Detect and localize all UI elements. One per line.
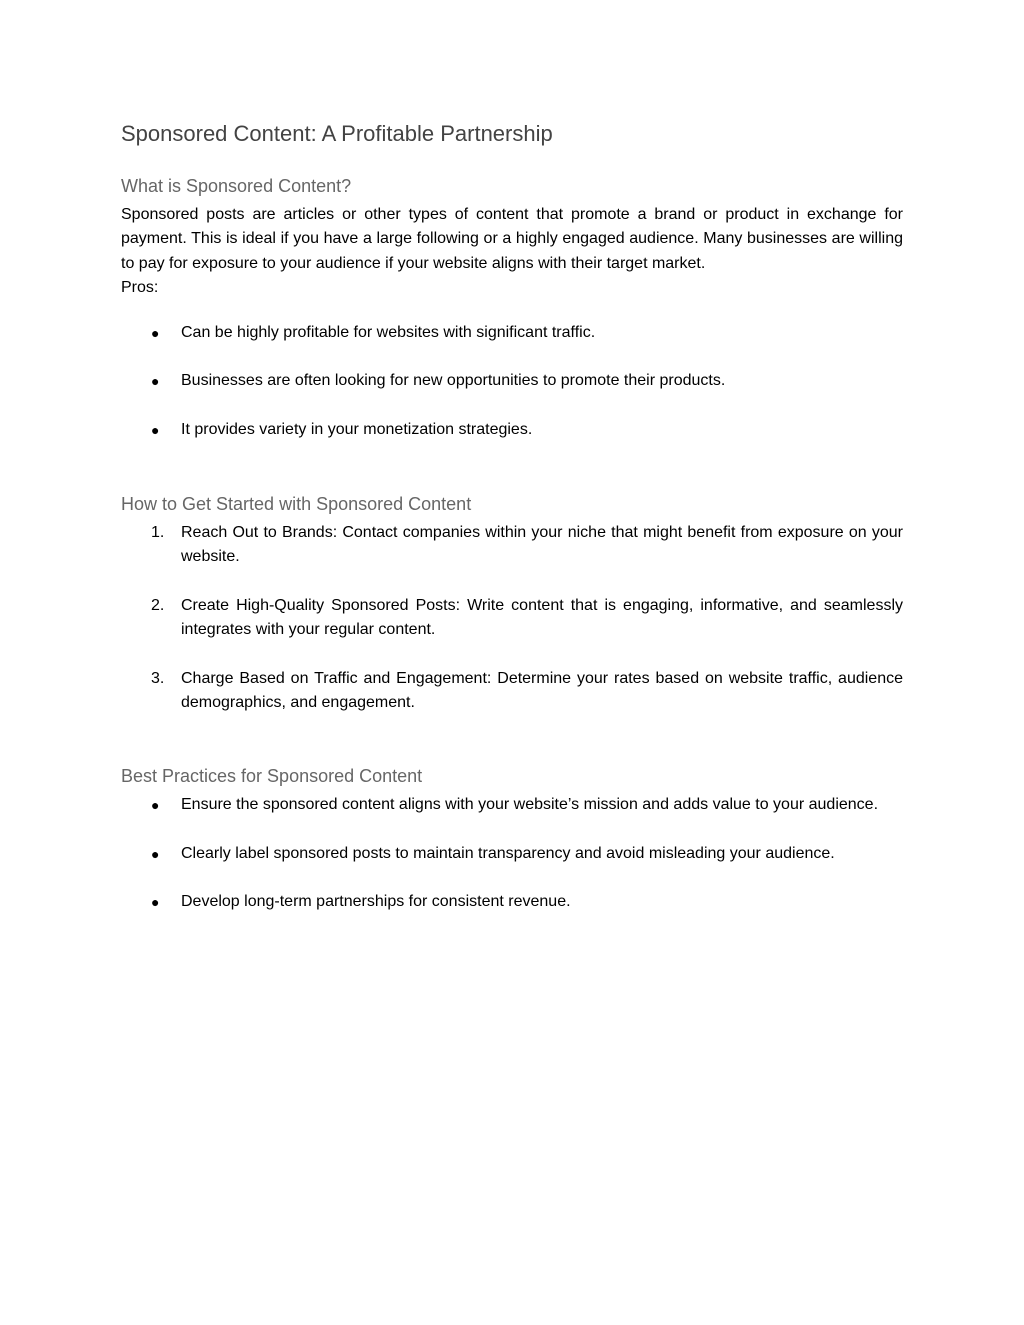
list-item-text: Businesses are often looking for new opportunities to promote their products. — [181, 372, 726, 390]
intro-paragraph: Sponsored posts are articles or other types of content that promote a brand or product in exchange for payment. This is ideal if you have a large following or a highly engaged audience. Many businesses are willing to pay for exposure to your audience if your website aligns with their target market. — [121, 206, 903, 272]
bullet-icon: ● — [151, 422, 160, 439]
list-item-text: Charge Based on Traffic and Engagement: Determine your rates based on website traffic, audience demographics, and engagement. — [181, 670, 903, 712]
list-item-text: Ensure the sponsored content aligns with your website’s mission and adds value to your audience. — [181, 795, 879, 813]
section-heading-what-is: What is Sponsored Content? — [121, 176, 352, 196]
list-item-text: Create High-Quality Sponsored Posts: Write content that is engaging, informative, and seamlessly integrates with your regular content. — [181, 596, 903, 639]
list-item — [121, 594, 903, 643]
steps-list — [121, 521, 903, 716]
list-item — [121, 667, 903, 716]
list-item — [121, 369, 903, 393]
bullet-icon: ● — [151, 796, 160, 813]
list-item — [121, 418, 903, 442]
section-heading-get-started: How to Get Started with Sponsored Content — [121, 493, 472, 514]
bullet-icon: ● — [151, 373, 160, 390]
list-item — [121, 890, 903, 914]
section-heading-best-practices: Best Practices for Sponsored Content — [121, 765, 423, 786]
bullet-icon: ● — [151, 324, 160, 341]
list-item-text: Develop long-term partnerships for consistent revenue. — [181, 893, 571, 911]
list-item-text: Clearly label sponsored posts to maintain transparency and avoid misleading your audience. — [181, 844, 835, 862]
list-item — [121, 842, 903, 866]
pros-label: Pros: — [121, 279, 159, 297]
step-number: 2. — [151, 596, 165, 614]
list-item-text: It provides variety in your monetization strategies. — [181, 421, 533, 439]
list-item-text: Can be highly profitable for websites with significant traffic. — [181, 323, 596, 341]
list-item — [121, 321, 903, 345]
bullet-icon: ● — [151, 845, 160, 862]
pros-list — [121, 321, 903, 443]
step-number: 1. — [151, 523, 165, 541]
best-practices-list — [121, 793, 903, 915]
step-number: 3. — [151, 670, 165, 688]
document-page — [121, 118, 903, 915]
document-title: Sponsored Content: A Profitable Partnership — [121, 121, 553, 146]
list-item — [121, 521, 903, 570]
bullet-icon: ● — [151, 894, 160, 911]
list-item-text: Reach Out to Brands: Contact companies within your niche that might benefit from exposure on your website. — [181, 523, 903, 566]
list-item — [121, 793, 903, 817]
